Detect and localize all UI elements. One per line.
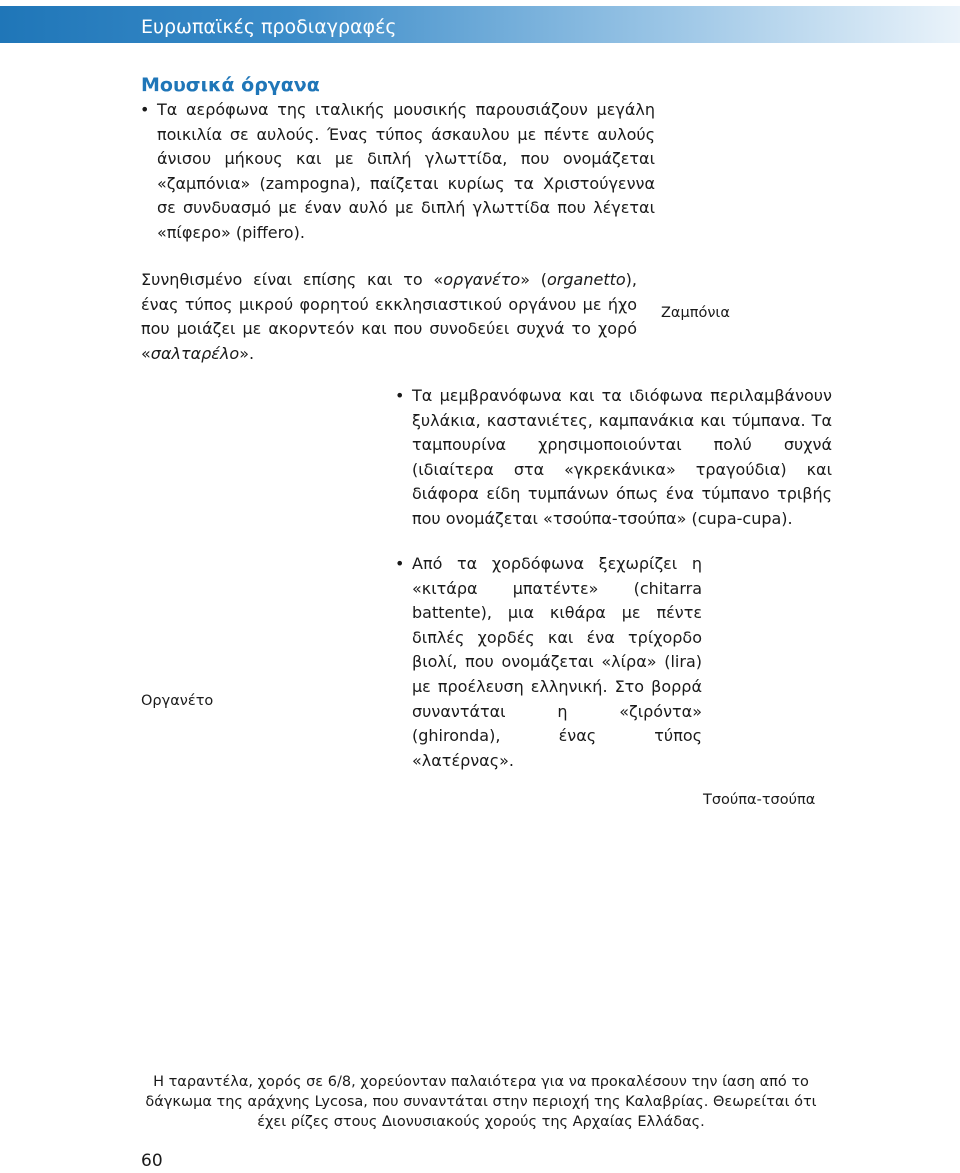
paragraph-aerophones: • Τα αερόφωνα της ιταλικής μουσικής παρουσιάζουν μεγάλη ποικιλία σε αυλούς. Ένας τύπος άσκαυλου με πέντε αυλούς άνισου μήκους και με διπλή γλωττίδα, που ονομάζεται «ζαμπόνια» (zampogna), παίζεται κυρίως τα Χριστούγεννα σε συνδυασμό με έναν αυλό με διπλή γλωττίδα που λέγεται «πίφερο» (piffero). (157, 98, 655, 246)
text-span: ». (239, 343, 255, 363)
paragraph-membranophones: • Τα μεμβρανόφωνα και τα ιδιόφωνα περιλαμβάνουν ξυλάκια, καστανιέτες, καμπανάκια και τύμπανα. Τα ταμπουρίνα χρησιμοποιούνται πολύ συχνά (ιδιαίτερα στα «γκρεκάνικα» τραγούδια) και διάφορα είδη τυμπάνων όπως ένα τύμπανο τριβής που ονομάζεται «τσούπα-τσούπα» (cupa-cupa). (412, 384, 832, 532)
paragraph-chordophones: • Από τα χορδόφωνα ξεχωρίζει η «κιτάρα μπατέντε» (chitarra battente), μια κιθάρα με πέντε διπλές χορδές και ένα τρίχορδο βιολί, που ονομάζεται «λίρα» (lira) με προέλευση ελληνική. Στο βορρά συναντάται η «ζιρόντα» (ghironda), ένας τύπος «λατέρνας». (412, 552, 702, 773)
italic-term: οργανέτο (443, 270, 521, 289)
text-span: » ( (520, 270, 548, 289)
text-span: Συνηθισμένο είναι επίσης και το « (141, 270, 444, 289)
caption-organetto: Οργανέτο (141, 693, 214, 709)
caption-zampogna: Ζαμπόνια (661, 305, 730, 321)
section-title: Μουσικά όργανα (141, 74, 320, 96)
paragraph-organetto (141, 268, 637, 366)
header-title: Ευρωπαϊκές προδιαγραφές (141, 16, 397, 38)
italic-term: organetto (547, 270, 626, 289)
page-number: 60 (141, 1151, 163, 1171)
caption-cupa-cupa: Τσούπα-τσούπα (703, 792, 816, 808)
footnote-tarantella: Η ταραντέλα, χορός σε 6/8, χορεύονταν παλαιότερα για να προκαλέσουν την ίαση από το δάγκωμα της αράχνης Lycosa, που συναντάται στην περιοχή της Καλαβρίας. Θεωρείται ότι έχει ρίζες στους Διονυσιακούς χορούς της Αρχαίας Ελλάδας. (145, 1074, 817, 1130)
italic-term: σαλταρέλο (150, 343, 240, 363)
header-bar (0, 6, 960, 43)
text-span: ), ένας τύπος μικρού φορητού εκκλησιαστικού οργάνου με ήχο που μοιάζει με ακορντεόν και που συνοδεύει συχνά το χορό « (141, 270, 637, 363)
